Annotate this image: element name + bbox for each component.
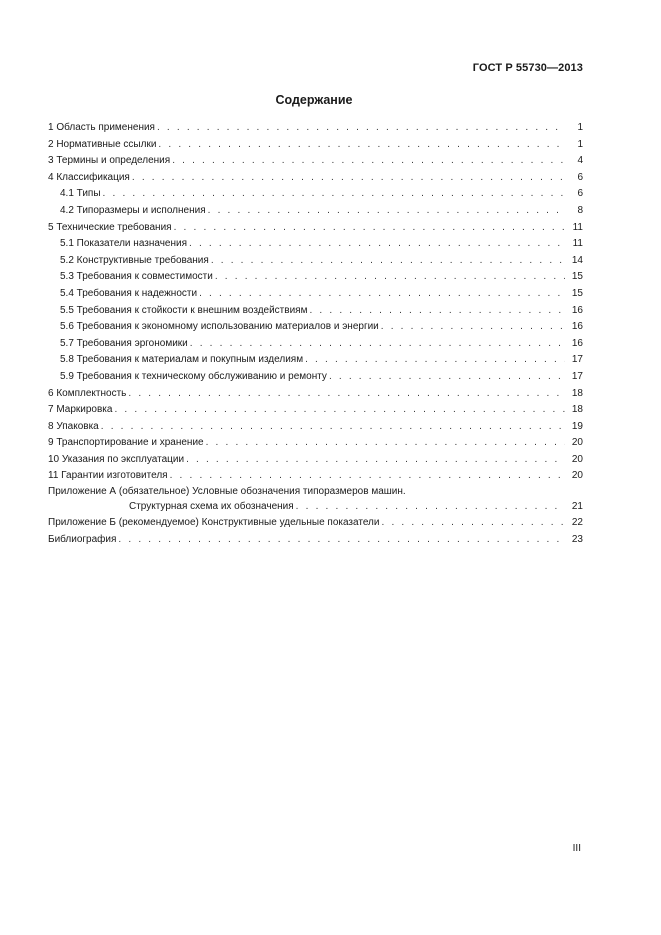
toc-entry[interactable]	[48, 153, 583, 170]
dot-leader	[190, 336, 565, 353]
toc-entry-page: 1	[577, 138, 583, 150]
dot-leader	[309, 303, 565, 320]
toc-entry-label: 5.7 Требования эргономики	[60, 337, 188, 349]
toc-entry-page: 11	[572, 238, 583, 250]
toc-appendix-a[interactable]	[48, 485, 583, 515]
toc-entry-page: 18	[571, 387, 583, 399]
toc-entry-label: 2 Нормативные ссылки	[48, 138, 157, 150]
toc-bibliography[interactable]	[48, 532, 583, 549]
dot-leader	[206, 435, 565, 452]
dot-leader	[381, 319, 565, 336]
dot-leader	[118, 532, 565, 549]
appendix-a-line1: Приложение А (обязательное) Условные обозначения типоразмеров машин.	[48, 486, 406, 498]
dot-leader	[189, 236, 565, 253]
dot-leader	[114, 402, 565, 419]
toc-subentry[interactable]	[48, 269, 583, 286]
toc-entry-label: 8 Упаковка	[48, 420, 99, 432]
toc-entry-page: 17	[571, 354, 583, 366]
toc-entry-page: 14	[571, 254, 583, 266]
toc-entry-page: 20	[571, 437, 583, 449]
toc-subentry[interactable]	[48, 286, 583, 303]
dot-leader	[103, 186, 565, 203]
toc-entry-page: 16	[571, 337, 583, 349]
toc-entry-label: 5.8 Требования к материалам и покупным изделиям	[60, 354, 304, 366]
toc-subentry[interactable]	[48, 369, 583, 386]
toc-entry-page: 22	[571, 517, 583, 529]
toc-entry-page: 16	[571, 321, 583, 333]
toc-entry-page: 8	[577, 204, 583, 216]
toc-entry-page: 15	[571, 271, 583, 283]
toc-entry-label: 5.4 Требования к надежности	[60, 287, 198, 299]
toc-entry[interactable]	[48, 402, 583, 419]
dot-leader	[305, 352, 565, 369]
dot-leader	[329, 369, 565, 386]
toc-entry-page: 4	[577, 155, 583, 167]
dot-leader	[296, 499, 565, 515]
toc-subentry[interactable]	[48, 186, 583, 203]
toc-entry-label: 5.6 Требования к экономному использованию материалов и энергии	[60, 321, 379, 333]
toc-entry-page: 1	[577, 122, 583, 133]
toc-entry-page: 23	[571, 533, 583, 545]
dot-leader	[215, 269, 565, 286]
toc-entry-label: 7 Маркировка	[48, 404, 113, 416]
toc-entry[interactable]	[48, 452, 583, 469]
toc-entry-label: 5.3 Требования к совместимости	[60, 271, 213, 283]
toc-entry-page: 16	[571, 304, 583, 316]
toc-entry-page: 6	[577, 171, 583, 183]
toc-entry[interactable]	[48, 468, 583, 485]
dot-leader	[157, 120, 565, 137]
table-of-contents	[48, 120, 583, 548]
dot-leader	[128, 386, 565, 403]
toc-entry-page: 20	[571, 470, 583, 482]
toc-subentry[interactable]	[48, 336, 583, 353]
appendix-a-line2: Структурная схема их обозначения	[129, 501, 294, 513]
dot-leader	[186, 452, 565, 469]
toc-entry-label: 4.1 Типы	[60, 188, 101, 200]
dot-leader	[158, 137, 565, 154]
toc-entry-page: 18	[571, 404, 583, 416]
dot-leader	[132, 170, 565, 187]
toc-subentry[interactable]	[48, 236, 583, 253]
toc-entry-page: 11	[572, 221, 583, 233]
toc-title: Содержание	[275, 93, 353, 107]
toc-subentry[interactable]	[48, 319, 583, 336]
dot-leader	[381, 515, 565, 532]
toc-entry-label: 5.9 Требования к техническому обслуживанию и ремонту	[60, 370, 327, 382]
toc-entry-label: 4.2 Типоразмеры и исполнения	[60, 204, 206, 216]
dot-leader	[199, 286, 565, 303]
toc-entry-label: Приложение Б (рекомендуемое) Конструктивные удельные показатели	[48, 517, 380, 529]
toc-entry[interactable]	[48, 170, 583, 187]
toc-entry-label: 5.5 Требования к стойкости к внешним воздействиям	[60, 304, 308, 316]
toc-entry[interactable]	[48, 137, 583, 154]
toc-entry-label: 6 Комплектность	[48, 387, 127, 399]
toc-entry-page: 6	[577, 188, 583, 200]
toc-entry[interactable]	[48, 386, 583, 403]
dot-leader	[211, 253, 565, 270]
toc-entry[interactable]	[48, 120, 583, 137]
toc-entry-page: 19	[571, 420, 583, 432]
toc-entry-label: 4 Классификация	[48, 171, 130, 183]
toc-subentry[interactable]	[48, 253, 583, 270]
toc-entry-label: 5.2 Конструктивные требования	[60, 254, 209, 266]
toc-entry-page: 21	[571, 501, 583, 513]
toc-entry[interactable]	[48, 419, 583, 436]
page-number: III	[572, 843, 581, 854]
toc-subentry[interactable]	[48, 352, 583, 369]
toc-entry-page: 20	[571, 453, 583, 465]
toc-entry-label: Библиография	[48, 533, 117, 545]
dot-leader	[174, 220, 565, 237]
toc-entry-label: 1 Область применения	[48, 122, 155, 133]
toc-entry-label: 10 Указания по эксплуатации	[48, 453, 185, 465]
dot-leader	[101, 419, 565, 436]
toc-entry-label: 3 Термины и определения	[48, 155, 171, 167]
toc-appendix-b[interactable]	[48, 515, 583, 532]
toc-entry-label: 5 Технические требования	[48, 221, 172, 233]
toc-subentry[interactable]	[48, 303, 583, 320]
toc-entry[interactable]	[48, 435, 583, 452]
toc-entry-label: 9 Транспортирование и хранение	[48, 437, 204, 449]
dot-leader	[172, 153, 565, 170]
document-code: ГОСТ Р 55730—2013	[472, 62, 583, 74]
toc-entry-label: 11 Гарантии изготовителя	[48, 470, 168, 482]
dot-leader	[170, 468, 565, 485]
toc-subentry[interactable]	[48, 203, 583, 220]
toc-entry-page: 17	[571, 370, 583, 382]
toc-entry-page: 15	[571, 287, 583, 299]
dot-leader	[208, 203, 565, 220]
toc-entry[interactable]	[48, 220, 583, 237]
toc-entry-label: 5.1 Показатели назначения	[60, 238, 188, 250]
